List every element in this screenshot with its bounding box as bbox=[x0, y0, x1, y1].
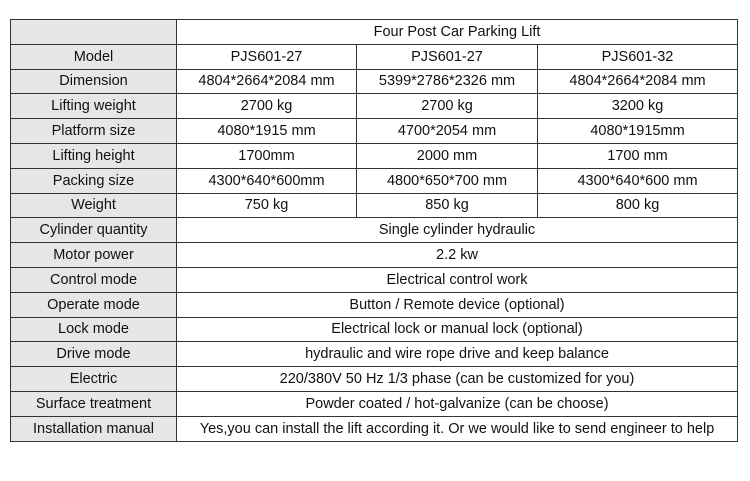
row-label: Model bbox=[11, 44, 177, 69]
cell-value: 850 kg bbox=[357, 193, 538, 218]
cell-value: 2000 mm bbox=[357, 143, 538, 168]
cell-value: Single cylinder hydraulic bbox=[177, 218, 738, 243]
cell-value: 4080*1915mm bbox=[538, 119, 738, 144]
row-label: Control mode bbox=[11, 267, 177, 292]
table-title: Four Post Car Parking Lift bbox=[177, 20, 738, 45]
table-row bbox=[11, 218, 738, 243]
table-row bbox=[11, 143, 738, 168]
table-row bbox=[11, 193, 738, 218]
cell-value: 4800*650*700 mm bbox=[357, 168, 538, 193]
row-label: Dimension bbox=[11, 69, 177, 94]
row-label: Installation manual bbox=[11, 416, 177, 441]
row-label: Drive mode bbox=[11, 342, 177, 367]
row-label: Weight bbox=[11, 193, 177, 218]
row-label: Lock mode bbox=[11, 317, 177, 342]
cell-value: 5399*2786*2326 mm bbox=[357, 69, 538, 94]
cell-value: Electrical control work bbox=[177, 267, 738, 292]
table-row bbox=[11, 416, 738, 441]
table-row bbox=[11, 292, 738, 317]
title-row bbox=[11, 20, 738, 45]
row-label: Surface treatment bbox=[11, 391, 177, 416]
cell-value: 4804*2664*2084 mm bbox=[538, 69, 738, 94]
cell-value: Electrical lock or manual lock (optional) bbox=[177, 317, 738, 342]
cell-value: 2700 kg bbox=[357, 94, 538, 119]
row-label: Lifting weight bbox=[11, 94, 177, 119]
row-label: Platform size bbox=[11, 119, 177, 144]
corner-cell bbox=[11, 20, 177, 45]
table-row bbox=[11, 367, 738, 392]
cell-value: 800 kg bbox=[538, 193, 738, 218]
row-label: Motor power bbox=[11, 243, 177, 268]
table-row bbox=[11, 317, 738, 342]
cell-value: Powder coated / hot-galvanize (can be choose) bbox=[177, 391, 738, 416]
cell-value: hydraulic and wire rope drive and keep balance bbox=[177, 342, 738, 367]
row-label: Operate mode bbox=[11, 292, 177, 317]
table-row bbox=[11, 44, 738, 69]
cell-value: PJS601-27 bbox=[177, 44, 357, 69]
cell-value: 2700 kg bbox=[177, 94, 357, 119]
row-label: Packing size bbox=[11, 168, 177, 193]
cell-value: 3200 kg bbox=[538, 94, 738, 119]
cell-value: 2.2 kw bbox=[177, 243, 738, 268]
cell-value: Yes,you can install the lift according it. Or we would like to send engineer to help bbox=[177, 416, 738, 441]
cell-value: 750 kg bbox=[177, 193, 357, 218]
cell-value: 1700 mm bbox=[538, 143, 738, 168]
cell-value: PJS601-32 bbox=[538, 44, 738, 69]
table-row bbox=[11, 243, 738, 268]
table-row bbox=[11, 168, 738, 193]
table-row bbox=[11, 342, 738, 367]
cell-value: 1700mm bbox=[177, 143, 357, 168]
row-label: Lifting height bbox=[11, 143, 177, 168]
cell-value: 4300*640*600mm bbox=[177, 168, 357, 193]
table-row bbox=[11, 69, 738, 94]
cell-value: 4300*640*600 mm bbox=[538, 168, 738, 193]
cell-value: 220/380V 50 Hz 1/3 phase (can be customized for you) bbox=[177, 367, 738, 392]
cell-value: 4804*2664*2084 mm bbox=[177, 69, 357, 94]
spec-table bbox=[10, 19, 738, 442]
cell-value: 4080*1915 mm bbox=[177, 119, 357, 144]
table-row bbox=[11, 391, 738, 416]
row-label: Cylinder quantity bbox=[11, 218, 177, 243]
row-label: Electric bbox=[11, 367, 177, 392]
table-row bbox=[11, 267, 738, 292]
cell-value: PJS601-27 bbox=[357, 44, 538, 69]
cell-value: 4700*2054 mm bbox=[357, 119, 538, 144]
table-row bbox=[11, 94, 738, 119]
table-row bbox=[11, 119, 738, 144]
cell-value: Button / Remote device (optional) bbox=[177, 292, 738, 317]
